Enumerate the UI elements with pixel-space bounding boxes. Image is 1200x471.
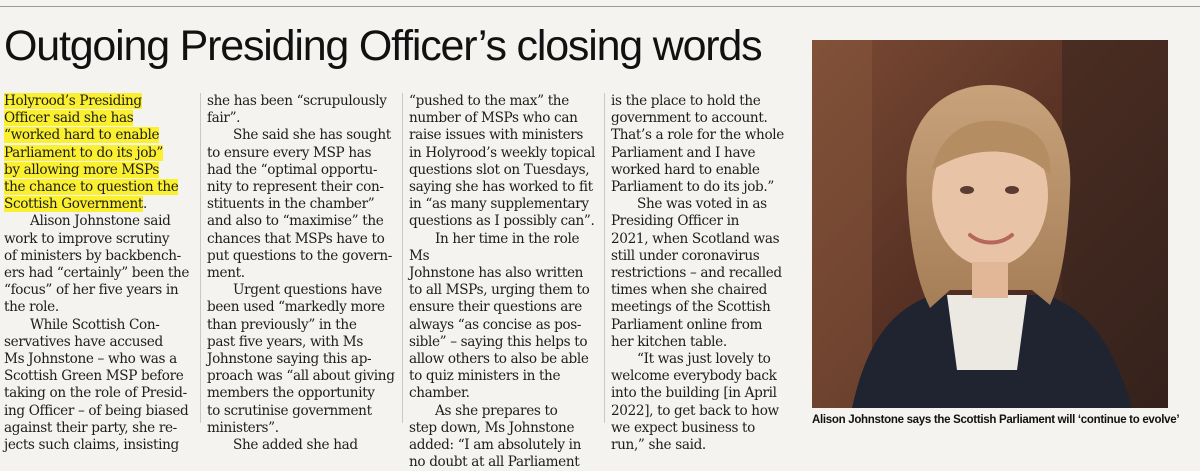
paragraph: Alison Johnstone said work to improve scrutiny of ministers by backbench- ers had “certainly” been the “focus” of her five years in the role. bbox=[4, 213, 190, 316]
portrait-illustration bbox=[812, 40, 1168, 408]
paragraph: is the place to hold the government to account. That’s a role for the whole Parliament and I have worked hard to enable Parliament to do its job.” bbox=[611, 93, 784, 196]
paragraph: She added she had bbox=[233, 437, 358, 454]
photo-caption: Alison Johnstone says the Scottish Parliament will ‘continue to evolve’ bbox=[812, 414, 1180, 426]
paragraph: She said she has sought to ensure every MSP has had the “optimal opportu- nity to represent their con- stituents in the chamber” and also to “maximise” the chances that MSPs have to put questions to the govern- ment. bbox=[207, 127, 392, 282]
top-rule bbox=[0, 6, 1200, 7]
highlighted-lead bbox=[4, 93, 198, 213]
paragraph: As she prepares to step down, Ms Johnstone added: “I am absolutely in no doubt at all Parliament bbox=[409, 402, 582, 471]
paragraph: While Scottish Con- servatives have accused Ms Johnstone – who was a Scottish Green MSP before taking on the role of Presid- ing Officer – of being biased against their party, she re- jects such claims, insisting bbox=[4, 316, 189, 454]
article-column-1 bbox=[4, 93, 198, 454]
lead-end: . bbox=[142, 196, 147, 213]
column-divider bbox=[604, 93, 605, 423]
paragraph: Urgent questions have been used “markedly more than previously” in the past five years, with Ms Johnstone saying this ap- proach was “all about giving members the opportunity to scrutinise government ministers”. bbox=[207, 282, 395, 436]
paragraph: “pushed to the max” the number of MSPs who can raise issues with ministers in Holyrood’s weekly topical questions slot on Tuesdays, saying she has worked to fit in “as many supplementary questions as I possibly can”. bbox=[409, 93, 595, 230]
lead-highlight: Holyrood’s Presiding Officer said she has “worked hard to enable Parliament to do its job” by allowing more MSPs the chance to question the Scottish Government bbox=[4, 93, 179, 213]
article-column-2 bbox=[207, 93, 401, 454]
paragraph: In her time in the role Ms Johnstone has also written to all MSPs, urging them to ensure their questions are always “as concise as pos- sible” – saying this helps to allow others to also be able to quiz ministers in the chamber. bbox=[409, 230, 590, 402]
portrait-photo bbox=[812, 40, 1168, 408]
column-divider bbox=[402, 93, 403, 423]
column-divider bbox=[200, 93, 201, 423]
headline: Outgoing Presiding Officer’s closing words bbox=[4, 22, 762, 70]
article-column-4 bbox=[611, 93, 805, 454]
paragraph: She was voted in as Presiding Officer in 2021, when Scotland was still under coronavirus restrictions – and recalled times when she chaired meetings of the Scottish Parliament online from her kitchen table. bbox=[611, 196, 782, 350]
paragraph: she has been “scrupulously fair”. bbox=[207, 93, 387, 127]
article-column-3 bbox=[409, 93, 603, 471]
paragraph: “It was just lovely to welcome everybody back into the building [in April 2022], to get back to how we expect business to run,” she said. bbox=[611, 351, 779, 454]
